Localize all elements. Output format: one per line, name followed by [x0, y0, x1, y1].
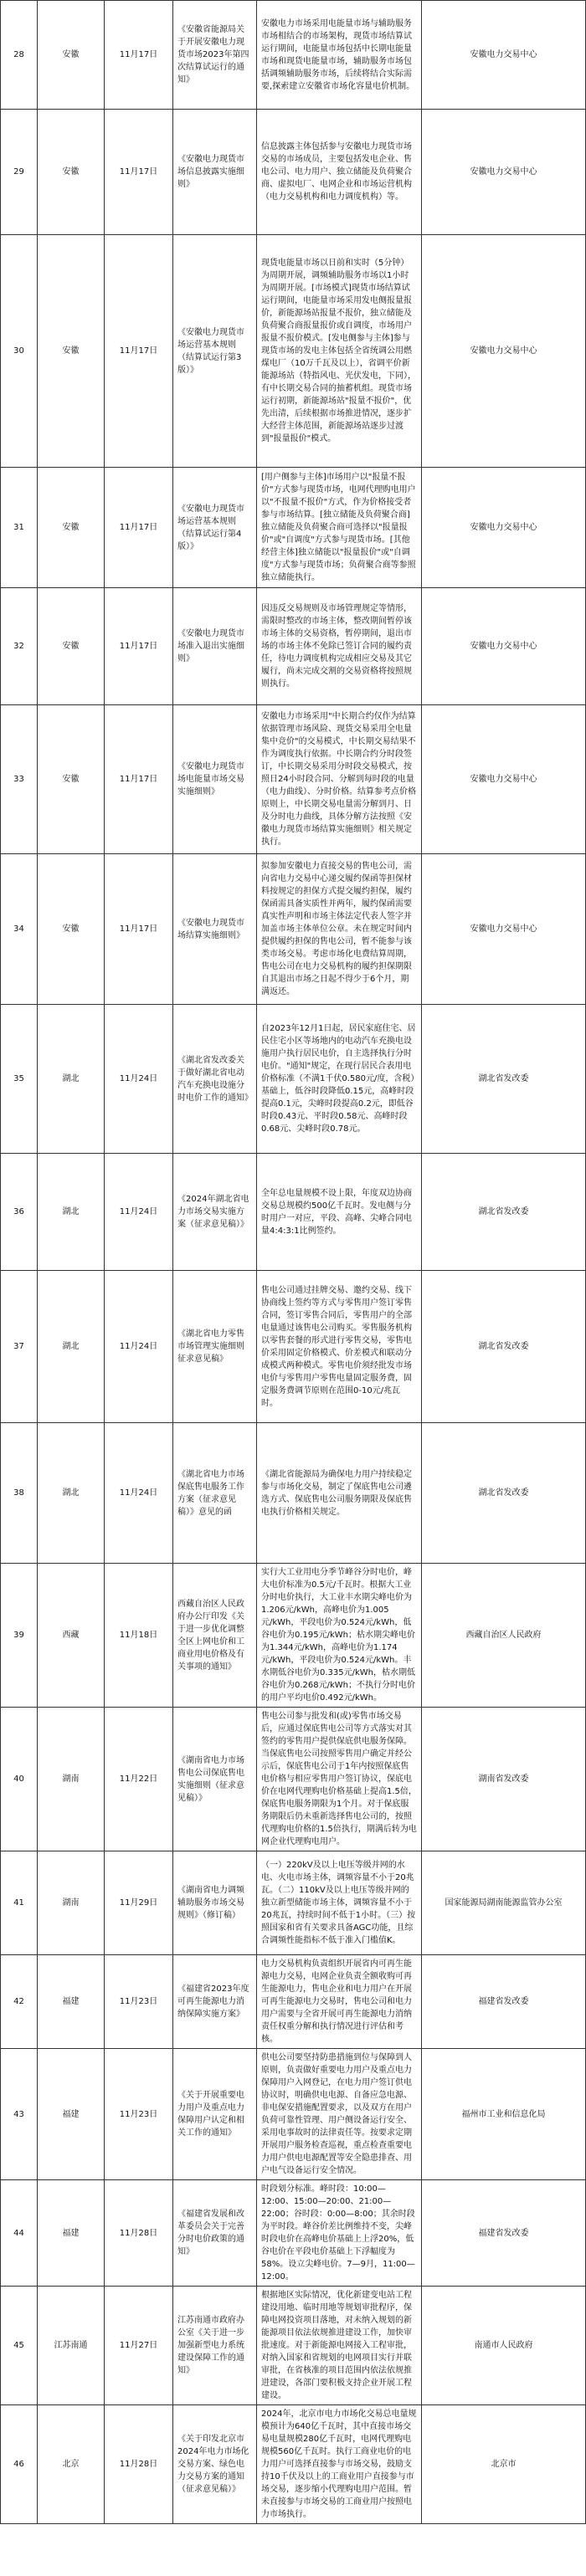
row-date: 11月24日 [105, 1005, 173, 1154]
row-summary: 全年总电量规模不设上限，年度双边协商交易总规模约500亿千瓦时。发电侧与分时用户一对应，平段、高峰、尖峰合同电量4:4:3:1比例签约。 [257, 1154, 422, 1271]
row-unit: 湖北省发改委 [422, 1271, 586, 1423]
row-unit: 湖南省发改委 [422, 1708, 586, 1851]
row-date: 11月17日 [105, 1, 173, 110]
row-date: 11月17日 [105, 705, 173, 854]
row-title: 西藏自治区人民政府办公厅印发《关于进一步优化调整全区上网电价和工商业用电价格及有关事项的通知》 [173, 1564, 257, 1708]
row-title: 《关于开展重要电力用户及重点电力保障用户认定和相关工作的通知》 [173, 2049, 257, 2180]
row-title: 《安徽电力现货市场运营基本规则（结算试运行第4版）》 [173, 468, 257, 588]
row-unit: 湖北省发改委 [422, 1005, 586, 1154]
row-title: 《福建省发展和改革委员会关于完善分时电价政策的通知》 [173, 2180, 257, 2287]
row-unit: 安徽电力交易中心 [422, 110, 586, 235]
row-title: 《福建省2023年度可再生能源电力消纳保障实施方案》 [173, 1955, 257, 2049]
row-summary: 根据地区实际情况，优化新建变电站工程建设用地、临时用地等规划审批程序，保障电网投资项目落地，对未纳入规划的新能源项目依法依规推进建设工作，加快审批速度。对于新能源电网接入工程审批，对纳入国家和省规划的电网项目实行并联审批，在省核准的项目范围内依法依规推进建设，各部门要积极支持企业开展工程建设。 [257, 2287, 422, 2405]
row-date: 11月17日 [105, 854, 173, 1005]
row-region: 北京 [38, 2405, 105, 2524]
row-unit: 西藏自治区人民政府 [422, 1564, 586, 1708]
row-summary: 拟参加安徽电力直接交易的售电公司，需向省电力交易中心递交履约保函等担保材料按规定的担保方式提交履约担保，履约保函需具备实质性并两年，履约保函需要真实性声明和市场主体法定代表人签字并加盖市场主体单位公章。未在规定时间内提供履约担保的售电公司，暂不能参与该类市场交易。考虑市场化电费结算周期，售电公司在电力交易机构的履约担保期限自其退出市场之日起不得少于6个月，期满返还。 [257, 854, 422, 1005]
table-row [1, 2180, 586, 2287]
row-unit: 安徽电力交易中心 [422, 235, 586, 468]
row-date: 11月17日 [105, 588, 173, 705]
row-number: 28 [1, 1, 38, 110]
row-title: 《安徽省能源局关于开展安徽电力现货市场2023年第四次结算试运行的通知》 [173, 1, 257, 110]
table-row [1, 1271, 586, 1423]
row-region: 湖南 [38, 1851, 105, 1955]
row-number: 31 [1, 468, 38, 588]
row-title: 《关于印发北京市2024年电力市场化交易方案、绿色电力交易方案的通知（征求意见稿）》 [173, 2405, 257, 2524]
row-region: 福建 [38, 2049, 105, 2180]
row-date: 11月18日 [105, 1564, 173, 1708]
row-number: 33 [1, 705, 38, 854]
row-region: 湖南 [38, 1708, 105, 1851]
row-title: 《湖南省电力市场售电公司保底售电实施细则（征求意见稿）》 [173, 1708, 257, 1851]
row-title: 《安徽电力现货市场运营基本规则（结算试运行第3版）》 [173, 235, 257, 468]
row-number: 29 [1, 110, 38, 235]
row-number: 34 [1, 854, 38, 1005]
row-region: 安徽 [38, 588, 105, 705]
row-summary: 《湖北省能源局为确保电力用户持续稳定参与市场化交易，制定了保底售电公司遴选方式、保底售电公司服务期限及保底售电执行价格相关规定。 [257, 1423, 422, 1564]
row-date: 11月17日 [105, 235, 173, 468]
row-date: 11月23日 [105, 2049, 173, 2180]
row-number: 36 [1, 1154, 38, 1271]
table-row [1, 110, 586, 235]
row-region: 湖北 [38, 1271, 105, 1423]
row-title: 《2024年湖北省电力市场交易实施方案（征求意见稿）》 [173, 1154, 257, 1271]
table-row [1, 854, 586, 1005]
row-number: 40 [1, 1708, 38, 1851]
row-region: 江苏南通 [38, 2287, 105, 2405]
row-summary: 供电公司要坚持防患措施到位与保障到人原则，负责做好重要电力用户及重点电力保障用户入网登记，在电力用户签订供电协议时，明确供电电源、自备应急电源、非电保安措施配置要求，以及双方在用户负荷可靠性管理、用户侧设备运行安全、采用电事故时的法律责任等。按要求定期开展用户服务检查巡视，重点检查重要电力用户供电电源配置等安全隐患排查、用户电气设备运行安全情况。 [257, 2049, 422, 2180]
table-row [1, 1, 586, 110]
row-summary: 实行大工业用电分季节峰谷分时电价，峰大电价标准为0.5元/千瓦时。根据大工业分时电价执行，大工业丰水期尖峰电价为1.206元/kWh，高峰电价为1.005元/kWh，平段电价为0.524元/kWh，低谷电价为0.195元/kWh；枯水期尖峰电价为1.344元/kWh，高峰电价为1.174元/kWh，平段电价为0.524元/kWh。丰水期低谷电价为0.335元/kWh，枯水期低谷电价为0.268元/kWh；不执行分时电价的用户平均电价0.492元/kWh。 [257, 1564, 422, 1708]
row-summary: 安徽电力市场采用"中长期合约仅作为结算依据管理市场风险、现货交易采用全电量集中竞价"的交易模式，中长期交易结果不作为调度执行依据。中长期合约分时段签订，中长期交易采用分时段交易模式，按照日24小时段合同、分解到每时段的电量（电力曲线）、分时价格。结算参考点价格原则上，中长期交易电量需分解到月、日及分时电力曲线，具体分解方法按照《安徽电力现货市场结算实施细则》相关规定执行。 [257, 705, 422, 854]
row-number: 35 [1, 1005, 38, 1154]
row-summary: 电力交易机构负责组织开展省内可再生能源电力交易，电网企业负责全额收购可再生能源电力，售电企业和电力用户在开展可再生能源电力交易时，售电公司和电力用户需要与全省开展可再生能源电力消纳责任权重分解和执行情况进行评估和考核。 [257, 1955, 422, 2049]
row-region: 福建 [38, 1955, 105, 2049]
row-region: 安徽 [38, 468, 105, 588]
table-row [1, 1005, 586, 1154]
row-region: 福建 [38, 2180, 105, 2287]
row-date: 11月28日 [105, 2180, 173, 2287]
row-date: 11月29日 [105, 1851, 173, 1955]
table-row [1, 2049, 586, 2180]
table-row [1, 1154, 586, 1271]
table-row [1, 1955, 586, 2049]
table-row [1, 235, 586, 468]
row-date: 11月27日 [105, 2287, 173, 2405]
row-summary: 售电公司参与批发和(或)零售市场交易后，应通过保底售电公司等方式落实对其签约的零售用户提供保底供电服务保障。当保底售电公司按照零售用户确定并经公示后，保底售电公司于1年内按照保底售电价格与相应零售用户签订协议，保底电价在电网代理购电价格基础上提高1.5倍，保底售电服务期限为1个月。对于保底服务期限后仍未重新选择售电公司的，按照代理购电价格的1.5倍执行，期满后转为电网企业代理购电用户。 [257, 1708, 422, 1851]
row-number: 30 [1, 235, 38, 468]
row-date: 11月17日 [105, 110, 173, 235]
row-summary: 自2023年12月1日起，居民家庭住宅、居民住宅小区等场地内的电动汽车充换电设施用户执行居民电价，自主选择执行分时电价。"通知"规定，在现行居民合表用电价格标准（不满1千伏0.580元/度，含税）基础上，低谷时段降低0.15元，高峰时段提高0.1元，尖峰时段提高0.2元，即低谷时段0.43元、平时段0.58元、高峰时段0.68元、尖峰时段0.78元。 [257, 1005, 422, 1154]
row-unit: 福建省发改委 [422, 2180, 586, 2287]
row-region: 湖北 [38, 1005, 105, 1154]
row-region: 西藏 [38, 1564, 105, 1708]
row-number: 32 [1, 588, 38, 705]
row-number: 43 [1, 2049, 38, 2180]
table-row [1, 2405, 586, 2524]
table-row [1, 705, 586, 854]
row-unit: 安徽电力交易中心 [422, 705, 586, 854]
row-region: 安徽 [38, 1, 105, 110]
row-summary: 售电公司通过挂牌交易、邀约交易、线下协商线上签约等方式与零售用户签订零售合同，签订零售合同后，零售用户的全部电量通过该售电公司购买。零售服务机构以零售套餐的形式进行零售交易，零售电价采用固定价格模式、价差模式和联动分成模式两种模式。零售电价须经批发市场电价与零售用户零售电量固定服务费，固定服务费调节原则在范围0-10元/兆瓦时。 [257, 1271, 422, 1423]
row-title: 《安徽电力现货市场信息披露实施细则》 [173, 110, 257, 235]
row-summary: 时段划分标准。峰时段：10:00—12:00、15:00—20:00、21:00—22:00；谷时段：0:00—8:00；其余时段为平时段。峰谷价差比例维持不变，尖峰时段电价在高峰电价基础上上浮20%，低谷电价在平段电价基础上下浮幅度为58%。设立尖峰电价。7—9月，11:00—12:00。 [257, 2180, 422, 2287]
row-title: 《湖北省电力零售市场管理实施细则征求意见稿》 [173, 1271, 257, 1423]
row-unit: 福州市工业和信息化局 [422, 2049, 586, 2180]
row-number: 46 [1, 2405, 38, 2524]
row-number: 41 [1, 1851, 38, 1955]
table-row [1, 2287, 586, 2405]
row-summary: 信息披露主体包括参与安徽电力现货市场交易的市场成员，主要包括发电企业、售电公司、电力用户、独立储能及负荷聚合商、虚拟电厂、电网企业和市场运营机构（电力交易机构和电力调度机构）等。 [257, 110, 422, 235]
table-row [1, 1708, 586, 1851]
row-region: 安徽 [38, 235, 105, 468]
row-number: 45 [1, 2287, 38, 2405]
row-number: 44 [1, 2180, 38, 2287]
row-summary: 安徽电力市场采用电能量市场与辅助服务市场相结合的市场架构，现货市场结算试运行期间，电能量市场包括中长期电能量市场和现货电能量市场，辅助服务市场包括调频辅助服务市场，后续将结合实际需要,探索建立安徽省市场化容量电价机制。 [257, 1, 422, 110]
row-unit: 国家能源局湖南能源监管办公室 [422, 1851, 586, 1955]
row-region: 湖北 [38, 1423, 105, 1564]
row-title: 江苏南通市政府办公室《关于进一步加强新型电力系统建设保障工作的通知》 [173, 2287, 257, 2405]
table-row [1, 588, 586, 705]
row-number: 42 [1, 1955, 38, 2049]
row-summary: （一）220kV及以上电压等级并网的水电、火电市场主体，调频容量不小于20兆瓦。（二）110kV及以上电压等级并网的独立新型储能市场主体，调频容量不小于20兆瓦，持续时间不低于1小时。（三）按照国家和省有关要求具备AGC功能，且综合调频性能指标不低于准入门槛值K。 [257, 1851, 422, 1955]
row-number: 39 [1, 1564, 38, 1708]
row-date: 11月28日 [105, 2405, 173, 2524]
policy-table-body [1, 1, 586, 2524]
row-unit: 湖北省发改委 [422, 1154, 586, 1271]
row-region: 安徽 [38, 854, 105, 1005]
row-unit: 安徽电力交易中心 [422, 588, 586, 705]
row-title: 《湖北省电力市场保底售电服务工作方案（征求意见稿）》意见的函 [173, 1423, 257, 1564]
table-row [1, 468, 586, 588]
table-row [1, 1564, 586, 1708]
row-region: 湖北 [38, 1154, 105, 1271]
row-unit: 安徽电力交易中心 [422, 1, 586, 110]
row-title: 《湖北省发改委关于做好湖北省电动汽车充换电设施分时电价工作的通知》 [173, 1005, 257, 1154]
row-summary: 因违反交易规则及市场管理规定等情形，需限时整改的市场主体，整改期间暂停该市场主体的交易资格，暂停期间，退出市场的市场主体不免除已签订合同的履约责任，待电力调度机构完成相应交易及其它履行，尚未完成交割的交易资格将按照规则执行。 [257, 588, 422, 705]
row-region: 安徽 [38, 110, 105, 235]
row-title: 《安徽电力现货市场结算实施细则》 [173, 854, 257, 1005]
row-number: 38 [1, 1423, 38, 1564]
row-date: 11月23日 [105, 1955, 173, 2049]
row-unit: 安徽电力交易中心 [422, 854, 586, 1005]
row-summary: 现货电能量市场以日前和实时（5分钟）为周期开展，调频辅助服务市场以1小时为周期开展。[市场模式]现货市场结算试运行期间，电能量市场采用发电侧报量报价，新能源场站报量不报价，独立储能及负荷聚合商报量报价或自调度，市场用户报量不报价模式。[发电侧参与主体]参与现货市场的发电主体包括全省统调公用燃煤电厂（10万千瓦及以上），省调平价新能源场站（特指风电、光伏发电，下同），有中长期交易合同的抽蓄机组。现货市场运行初期，新能源场站"报量不报价"，优先出清，后续根据市场推进情况，逐步扩大经营主体范围，新能源场站逐步过渡到"报量报价"模式。 [257, 235, 422, 468]
row-number: 37 [1, 1271, 38, 1423]
row-unit: 北京市 [422, 2405, 586, 2524]
row-date: 11月24日 [105, 1423, 173, 1564]
row-unit: 湖北省发改委 [422, 1423, 586, 1564]
row-date: 11月24日 [105, 1271, 173, 1423]
row-date: 11月24日 [105, 1154, 173, 1271]
row-unit: 南通市人民政府 [422, 2287, 586, 2405]
row-region: 安徽 [38, 705, 105, 854]
table-row [1, 1851, 586, 1955]
row-unit: 福建省发改委 [422, 1955, 586, 2049]
row-summary: [用户侧参与主体]市场用户以"报量不报价"方式参与现货市场，电网代理购电用户以"不报量不报价"方式，作为价格接受者参与市场结算。[独立储能及负荷聚合商]独立储能及负荷聚合商可选择以"报量报价"或"自调度"方式参与现货市场。[其他经营主体]独立储能以"报量报价"或"自调度"方式参与现货市场；负荷聚合商等参照独立储能执行。 [257, 468, 422, 588]
row-date: 11月17日 [105, 468, 173, 588]
row-title: 《安徽电力现货市场电能量市场交易实施细则》 [173, 705, 257, 854]
row-summary: 2024年，北京市电力市场化交易总电量规模预计为640亿千瓦时，其中直接市场交易电量规模280亿千瓦时，电网代理购电规模560亿千瓦时。执行工商业电价的电力用户可选择直接参与市场交易，鼓励支持10千伏及以上的工商业用户直接参与市场交易，逐步缩小代理购电用户范围。暂未直接参与市场交易的工商业用户按照电力市场执行。 [257, 2405, 422, 2524]
table-row [1, 1423, 586, 1564]
row-title: 《湖南省电力调频辅助服务市场交易规则》（修订稿） [173, 1851, 257, 1955]
row-unit: 安徽电力交易中心 [422, 468, 586, 588]
row-date: 11月22日 [105, 1708, 173, 1851]
row-title: 《安徽电力现货市场准入退出实施细则》 [173, 588, 257, 705]
